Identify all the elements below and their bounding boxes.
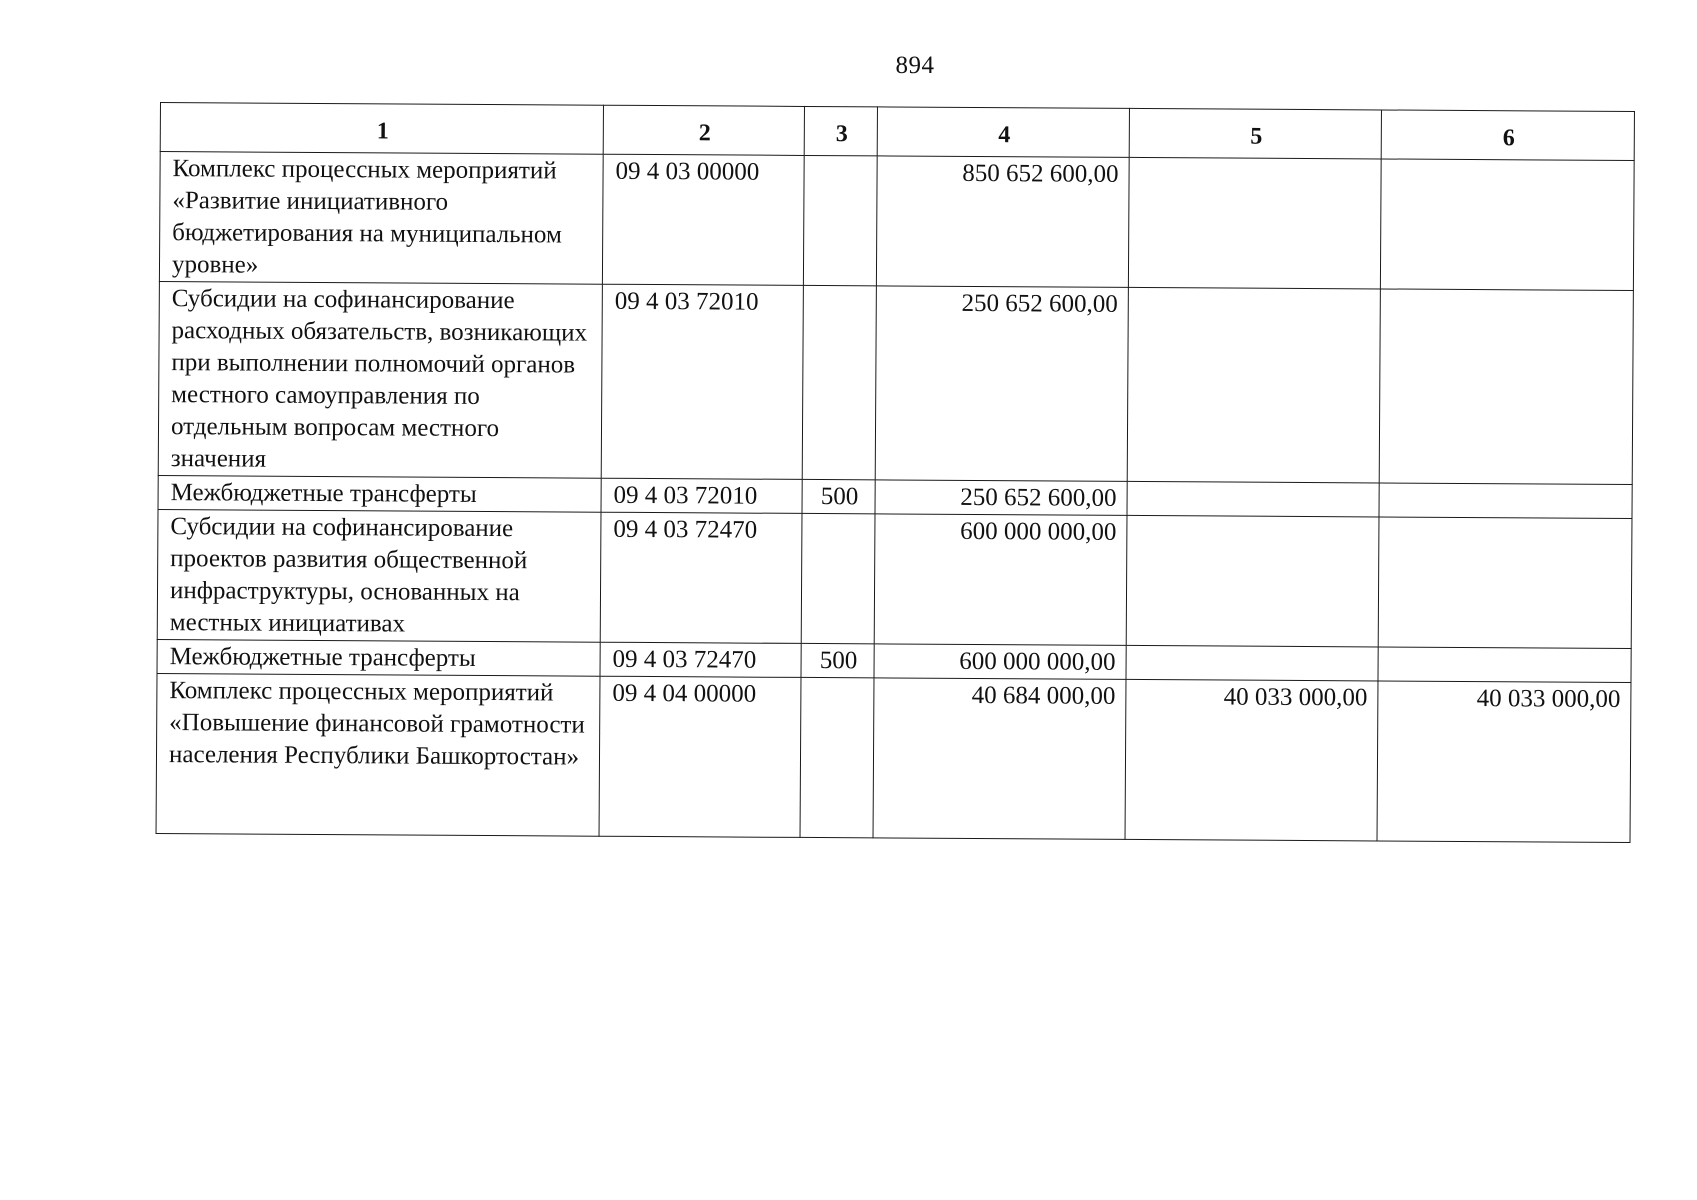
page-number: 894 <box>895 52 935 79</box>
row-amount-col-4: 600 000 000,00 <box>874 514 1127 646</box>
budget-table-sheet <box>156 102 1635 843</box>
header-col-6: 6 <box>1381 110 1634 161</box>
row-amount-col-5 <box>1128 157 1381 289</box>
header-col-5: 5 <box>1129 108 1381 159</box>
row-amount-col-6 <box>1379 289 1633 485</box>
row-expense-type: 500 <box>801 643 874 677</box>
row-code: 09 4 03 72010 <box>601 284 803 479</box>
table-body <box>156 152 1634 843</box>
row-amount-col-6 <box>1380 159 1634 291</box>
table-header <box>160 103 1634 161</box>
row-amount-col-4: 850 652 600,00 <box>876 156 1129 288</box>
row-code: 09 4 04 00000 <box>599 676 801 837</box>
table-row <box>157 509 1632 648</box>
row-name: Межбюджетные трансферты <box>158 475 601 512</box>
row-expense-type <box>800 677 874 837</box>
row-expense-type <box>801 513 875 643</box>
row-amount-col-4: 40 684 000,00 <box>873 678 1126 840</box>
row-name: Межбюджетные трансферты <box>157 639 600 676</box>
row-code: 09 4 03 00000 <box>602 154 804 285</box>
table-row <box>159 152 1634 291</box>
header-col-3: 3 <box>804 106 877 155</box>
row-amount-col-5: 40 033 000,00 <box>1125 679 1378 841</box>
table-row <box>158 281 1633 484</box>
row-expense-type <box>803 155 877 285</box>
table-row <box>156 673 1631 842</box>
row-code: 09 4 03 72010 <box>601 478 802 513</box>
budget-table <box>156 102 1635 843</box>
row-name: Субсидии на софинансирование проектов развития общественной инфраструктуры, основанных на местных инициативах <box>157 509 601 642</box>
row-amount-col-4: 250 652 600,00 <box>875 286 1128 482</box>
row-amount-col-6 <box>1379 483 1632 519</box>
header-col-1: 1 <box>160 103 603 155</box>
row-code: 09 4 03 72470 <box>600 642 801 677</box>
row-amount-col-4: 600 000 000,00 <box>874 644 1126 680</box>
row-amount-col-5 <box>1127 287 1380 483</box>
row-expense-type: 500 <box>802 479 875 513</box>
row-expense-type <box>802 285 876 479</box>
row-amount-col-5 <box>1127 481 1379 517</box>
row-name: Комплекс процессных мероприятий «Повышение финансовой грамотности населения Республики Башкортостан» <box>156 673 600 836</box>
row-amount-col-5 <box>1126 515 1379 647</box>
row-amount-col-4: 250 652 600,00 <box>875 480 1127 516</box>
row-name: Субсидии на софинансирование расходных обязательств, возникающих при выполнении полномочий органов местного самоуправления по отдельным вопросам местного значения <box>158 281 602 478</box>
row-amount-col-6: 40 033 000,00 <box>1377 681 1631 843</box>
row-amount-col-5 <box>1126 645 1378 681</box>
row-amount-col-6 <box>1378 517 1632 649</box>
row-code: 09 4 03 72470 <box>600 512 802 643</box>
header-col-2: 2 <box>603 105 804 155</box>
header-row <box>160 103 1634 161</box>
header-col-4: 4 <box>877 107 1129 158</box>
row-amount-col-6 <box>1378 647 1631 683</box>
row-name: Комплекс процессных мероприятий «Развитие инициативного бюджетирования на муниципальном уровне» <box>159 152 603 285</box>
